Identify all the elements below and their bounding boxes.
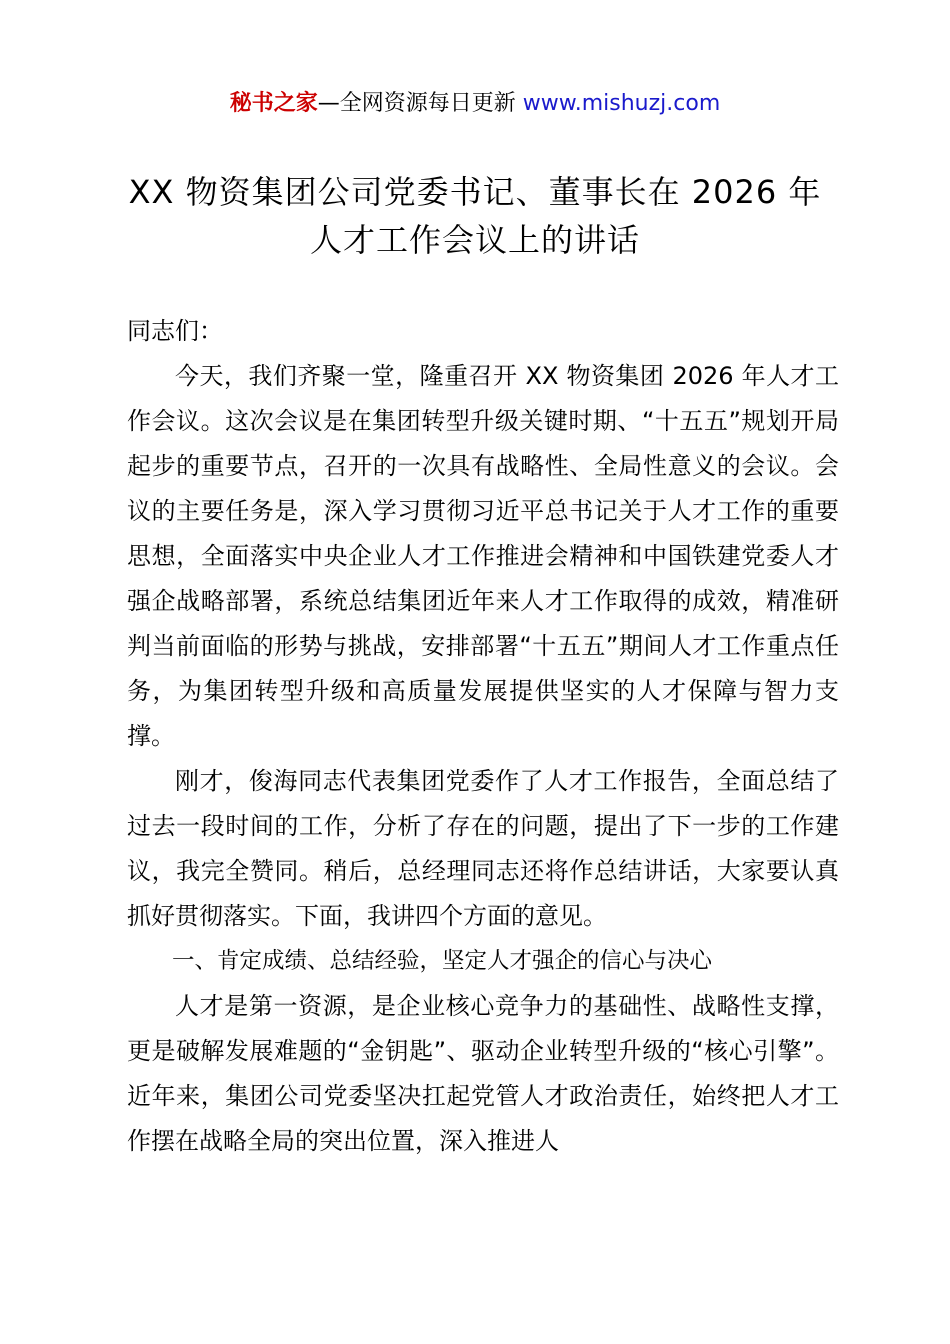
paragraph-2: 刚才，俊海同志代表集团党委作了人才工作报告，全面总结了过去一段时间的工作，分析了存在的问题，提出了下一步的工作建议，我完全赞同。稍后，总经理同志还将作总结讲话，大家要认真抓好贯彻落实。下面，我讲四个方面的意见。: [127, 767, 839, 930]
paragraph-3: 人才是第一资源，是企业核心竞争力的基础性、战略性支撑，更是破解发展难题的“金钥匙”、驱动企业转型升级的“核心引擎”。近年来，集团公司党委坚决扛起党管人才政治责任，始终把人才工作摆在战略全局的突出位置，深入推进人: [127, 992, 839, 1155]
site-url-link[interactable]: www.mishuzj.com: [522, 91, 721, 116]
site-brand: 秘书之家: [229, 91, 318, 116]
paragraph-1: 今天，我们齐聚一堂，隆重召开 XX 物资集团 2026 年人才工作会议。这次会议是在集团转型升级关键时期、“十五五”规划开局起步的重要节点，召开的一次具有战略性、全局性意义的会议。会议的主要任务是，深入学习贯彻习近平总书记关于人才工作的重要思想，全面落实中央企业人才工作推进会精神和中国铁建党委人才强企战略部署，系统总结集团近年来人才工作取得的成效，精准研判当前面临的形势与挑战，安排部署“十五五”期间人才工作重点任务，为集团转型升级和高质量发展提供坚实的人才保障与智力支撑。: [127, 362, 839, 750]
section-heading-1: 一、肯定成绩、总结经验，坚定人才强企的信心与决心: [172, 948, 713, 974]
site-tagline: —全网资源每日更新: [317, 91, 523, 116]
salutation: 同志们：: [127, 317, 223, 345]
document-title: XX 物资集团公司党委书记、董事长在 2026 年人才工作会议上的讲话: [128, 173, 822, 259]
document-body: [127, 309, 839, 1164]
site-header: [0, 88, 950, 120]
